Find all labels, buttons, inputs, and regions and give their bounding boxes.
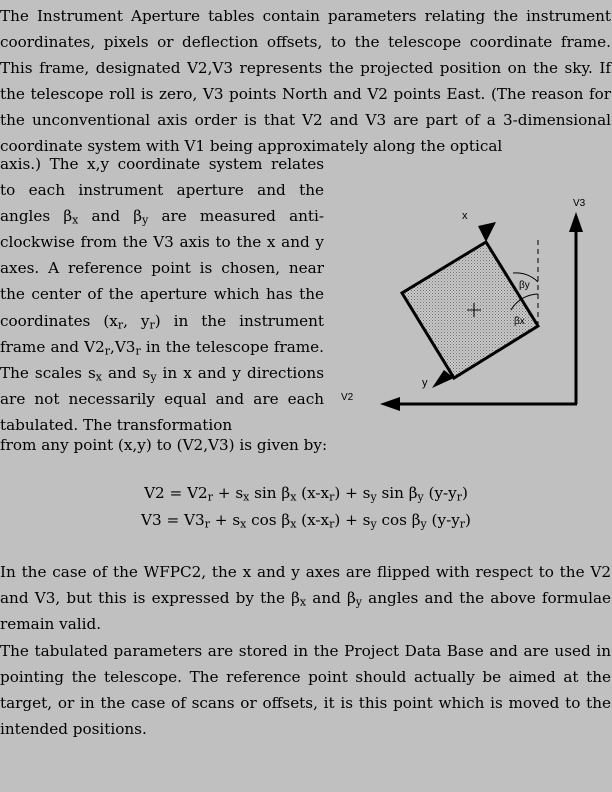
x-label: x: [462, 210, 468, 222]
v3-label: V3: [573, 198, 586, 209]
pdb-paragraph: The tabulated parameters are stored in the Project Data Base and are used in pointing the telescope. The reference point should actually be aimed at the target, or in the case of scans or offsets, it is this point which is moved to the intended positions.: [0, 642, 611, 739]
x-arrowhead-icon: [478, 222, 496, 242]
beta-y-label: βy: [519, 280, 530, 291]
v3-arrowhead-icon: [569, 212, 583, 232]
aperture-diagram: [336, 188, 612, 418]
wfpc2-paragraph: In the case of the WFPC2, the x and y axes are flipped with respect to the V2 and V3, but this is expressed by the $\beta_x$ and $\beta_y$ angles and the above formulae remain valid.: [0, 563, 612, 634]
y-label: y: [422, 377, 428, 389]
equation-v3: $V3 = V3_r + s_x$ $\cos \beta_x$ $(x-x_r) + s_y$ $\cos \beta_y$ $(y-y_r)$: [141, 511, 471, 531]
beta-x-label: βx: [514, 316, 525, 327]
v2-label: V2: [341, 392, 354, 403]
transformation-intro: from any point (x,y) to (V2,V3) is given by:: [0, 436, 328, 454]
intro-paragraph: The Instrument Aperture tables contain parameters relating the instrument coordinates, pixels or deflection offsets, to the telescope coordinate frame. This frame, designated V2,V3 represents the projected position on the sky. If the telescope roll is zero, V3 points North and V2 points East. (The reason for the unconventional axis order is that V2 and V3 are part of a 3-dimensional coordinate system with V1 being approximately along the optical: [0, 7, 611, 156]
v2-arrowhead-icon: [380, 397, 400, 411]
equation-v2: $V2 = V2_r + s_x$ $\sin \beta_x$ $(x-x_r) + s_y$ $\sin \beta_y$ $(y-y_r)$: [144, 484, 468, 504]
aperture-paragraph: axis.) The x,y coordinate system relates to each instrument aperture and the angles $\beta_x$ and $\beta_y$ are measured anti-clockwise from the V3 axis to the x and y axes. A reference point is chosen, near the center of the aperture which has the coordinates ($x_r$, $y_r$) in the instrument frame and $V2_r,V3_r$ in the telescope frame. The scales $s_x$ and $s_y$ in x and y directions are not necessarily equal and are each tabulated. The transformation: [0, 155, 325, 434]
